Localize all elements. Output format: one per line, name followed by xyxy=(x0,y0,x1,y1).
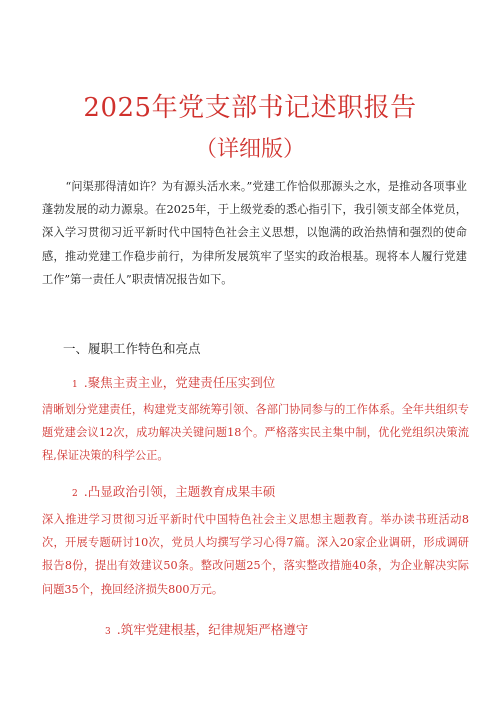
intro-paragraph: “问渠那得清如许？为有源头活水来。”党建工作恰似那源头之水，是推动各项事业蓬勃发展的动力源泉。在2025年，于上级党委的悉心指引下，我引领支部全体党员，深入学习贯彻习近平新时代中国特色社会主义思想，以饱满的政治热情和强烈的使命感，推动党建工作稳步前行，为律所发展筑牢了坚实的政治根基。现将本人履行党建工作”第一责任人”职责情况报告如下。 xyxy=(42,180,467,286)
subsection-heading-3 xyxy=(105,620,308,638)
subsection-number: 3 xyxy=(105,627,111,637)
report-subtitle: （详细版） xyxy=(194,137,305,163)
subsection-title: .筑牢党建根基，纪律规矩严格遵守 xyxy=(116,622,309,637)
section-heading-1: 一、履职工作特色和亮点 xyxy=(63,341,201,356)
subsection-title: .凸显政治引领，主题教育成果丰硕 xyxy=(83,484,276,499)
subsection-number: 1 xyxy=(72,380,78,390)
subsection-heading-1 xyxy=(72,373,275,391)
subsection-body-1: 清晰划分党建责任，构建党支部统筹引领、各部门协同参与的工作体系。全年共组织专题党建会议12次，成功解决关键问题18个。严格落实民主集中制，优化党组织决策流程,保证决策的科学公正。 xyxy=(42,403,469,463)
subsection-number: 2 xyxy=(72,489,78,499)
subsection-title: .聚焦主责主业，党建责任压实到位 xyxy=(83,375,276,390)
report-title: 2025年党支部书记述职报告 xyxy=(83,93,417,124)
subsection-heading-2 xyxy=(72,482,275,500)
subsection-body-2: 深入推进学习贯彻习近平新时代中国特色社会主义思想主题教育。举办读书班活动8次，开展专题研讨10次，党员人均撰写学习心得7篇。深入20家企业调研，形成调研报告8份，提出有效建议50条。整改问题25个，落实整改措施40条，为企业解决实际问题35个，挽回经济损失800万元。 xyxy=(42,513,469,596)
